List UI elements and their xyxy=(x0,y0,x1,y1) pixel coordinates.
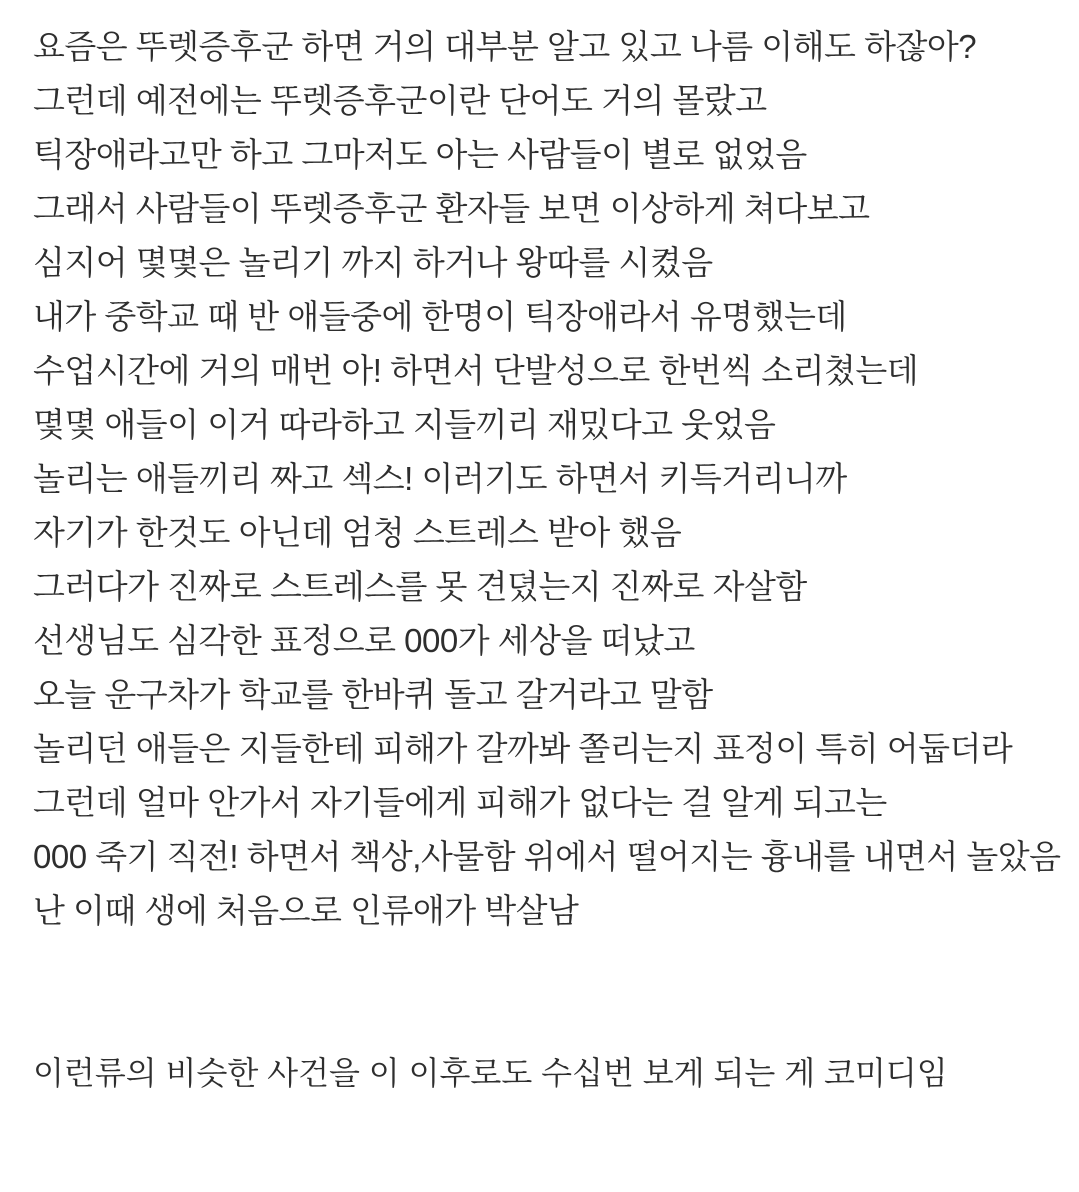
text-line: 요즘은 뚜렛증후군 하면 거의 대부분 알고 있고 나름 이해도 하잖아? xyxy=(33,28,977,65)
text-line: 내가 중학교 때 반 애들중에 한명이 틱장애라서 유명했는데 xyxy=(33,298,847,335)
text-line: 오늘 운구차가 학교를 한바퀴 돌고 갈거라고 말함 xyxy=(33,676,713,713)
text-line: 000 죽기 직전! 하면서 책상,사물함 위에서 떨어지는 흉내를 내면서 놀았음 xyxy=(33,838,1061,875)
closing-line: 이런류의 비슷한 사건을 이 이후로도 수십번 보게 되는 게 코미디임 xyxy=(33,1055,948,1091)
text-line: 틱장애라고만 하고 그마저도 아는 사람들이 별로 없었음 xyxy=(33,136,807,173)
text-line: 그런데 얼마 안가서 자기들에게 피해가 없다는 걸 알게 되고는 xyxy=(33,784,887,821)
text-line: 몇몇 애들이 이거 따라하고 지들끼리 재밌다고 웃었음 xyxy=(33,406,776,443)
text-line: 그런데 예전에는 뚜렛증후군이란 단어도 거의 몰랐고 xyxy=(33,82,767,119)
text-line: 수업시간에 거의 매번 아! 하면서 단발성으로 한번씩 소리쳤는데 xyxy=(33,352,919,389)
post-body xyxy=(33,20,1061,1100)
text-line: 선생님도 심각한 표정으로 000가 세상을 떠났고 xyxy=(33,622,695,659)
text-line: 그러다가 진짜로 스트레스를 못 견뎠는지 진짜로 자살함 xyxy=(33,568,807,605)
text-line: 자기가 한것도 아닌데 엄청 스트레스 받아 했음 xyxy=(33,514,682,551)
text-line: 심지어 몇몇은 놀리기 까지 하거나 왕따를 시켰음 xyxy=(33,244,713,281)
text-line: 난 이때 생에 처음으로 인류애가 박살남 xyxy=(33,892,579,929)
text-line: 놀리던 애들은 지들한테 피해가 갈까봐 쫄리는지 표정이 특히 어둡더라 xyxy=(33,730,1013,767)
text-line: 그래서 사람들이 뚜렛증후군 환자들 보면 이상하게 쳐다보고 xyxy=(33,190,870,227)
paragraph-gap xyxy=(33,938,1049,1046)
text-line: 놀리는 애들끼리 짜고 섹스! 이러기도 하면서 키득거리니까 xyxy=(33,460,847,497)
